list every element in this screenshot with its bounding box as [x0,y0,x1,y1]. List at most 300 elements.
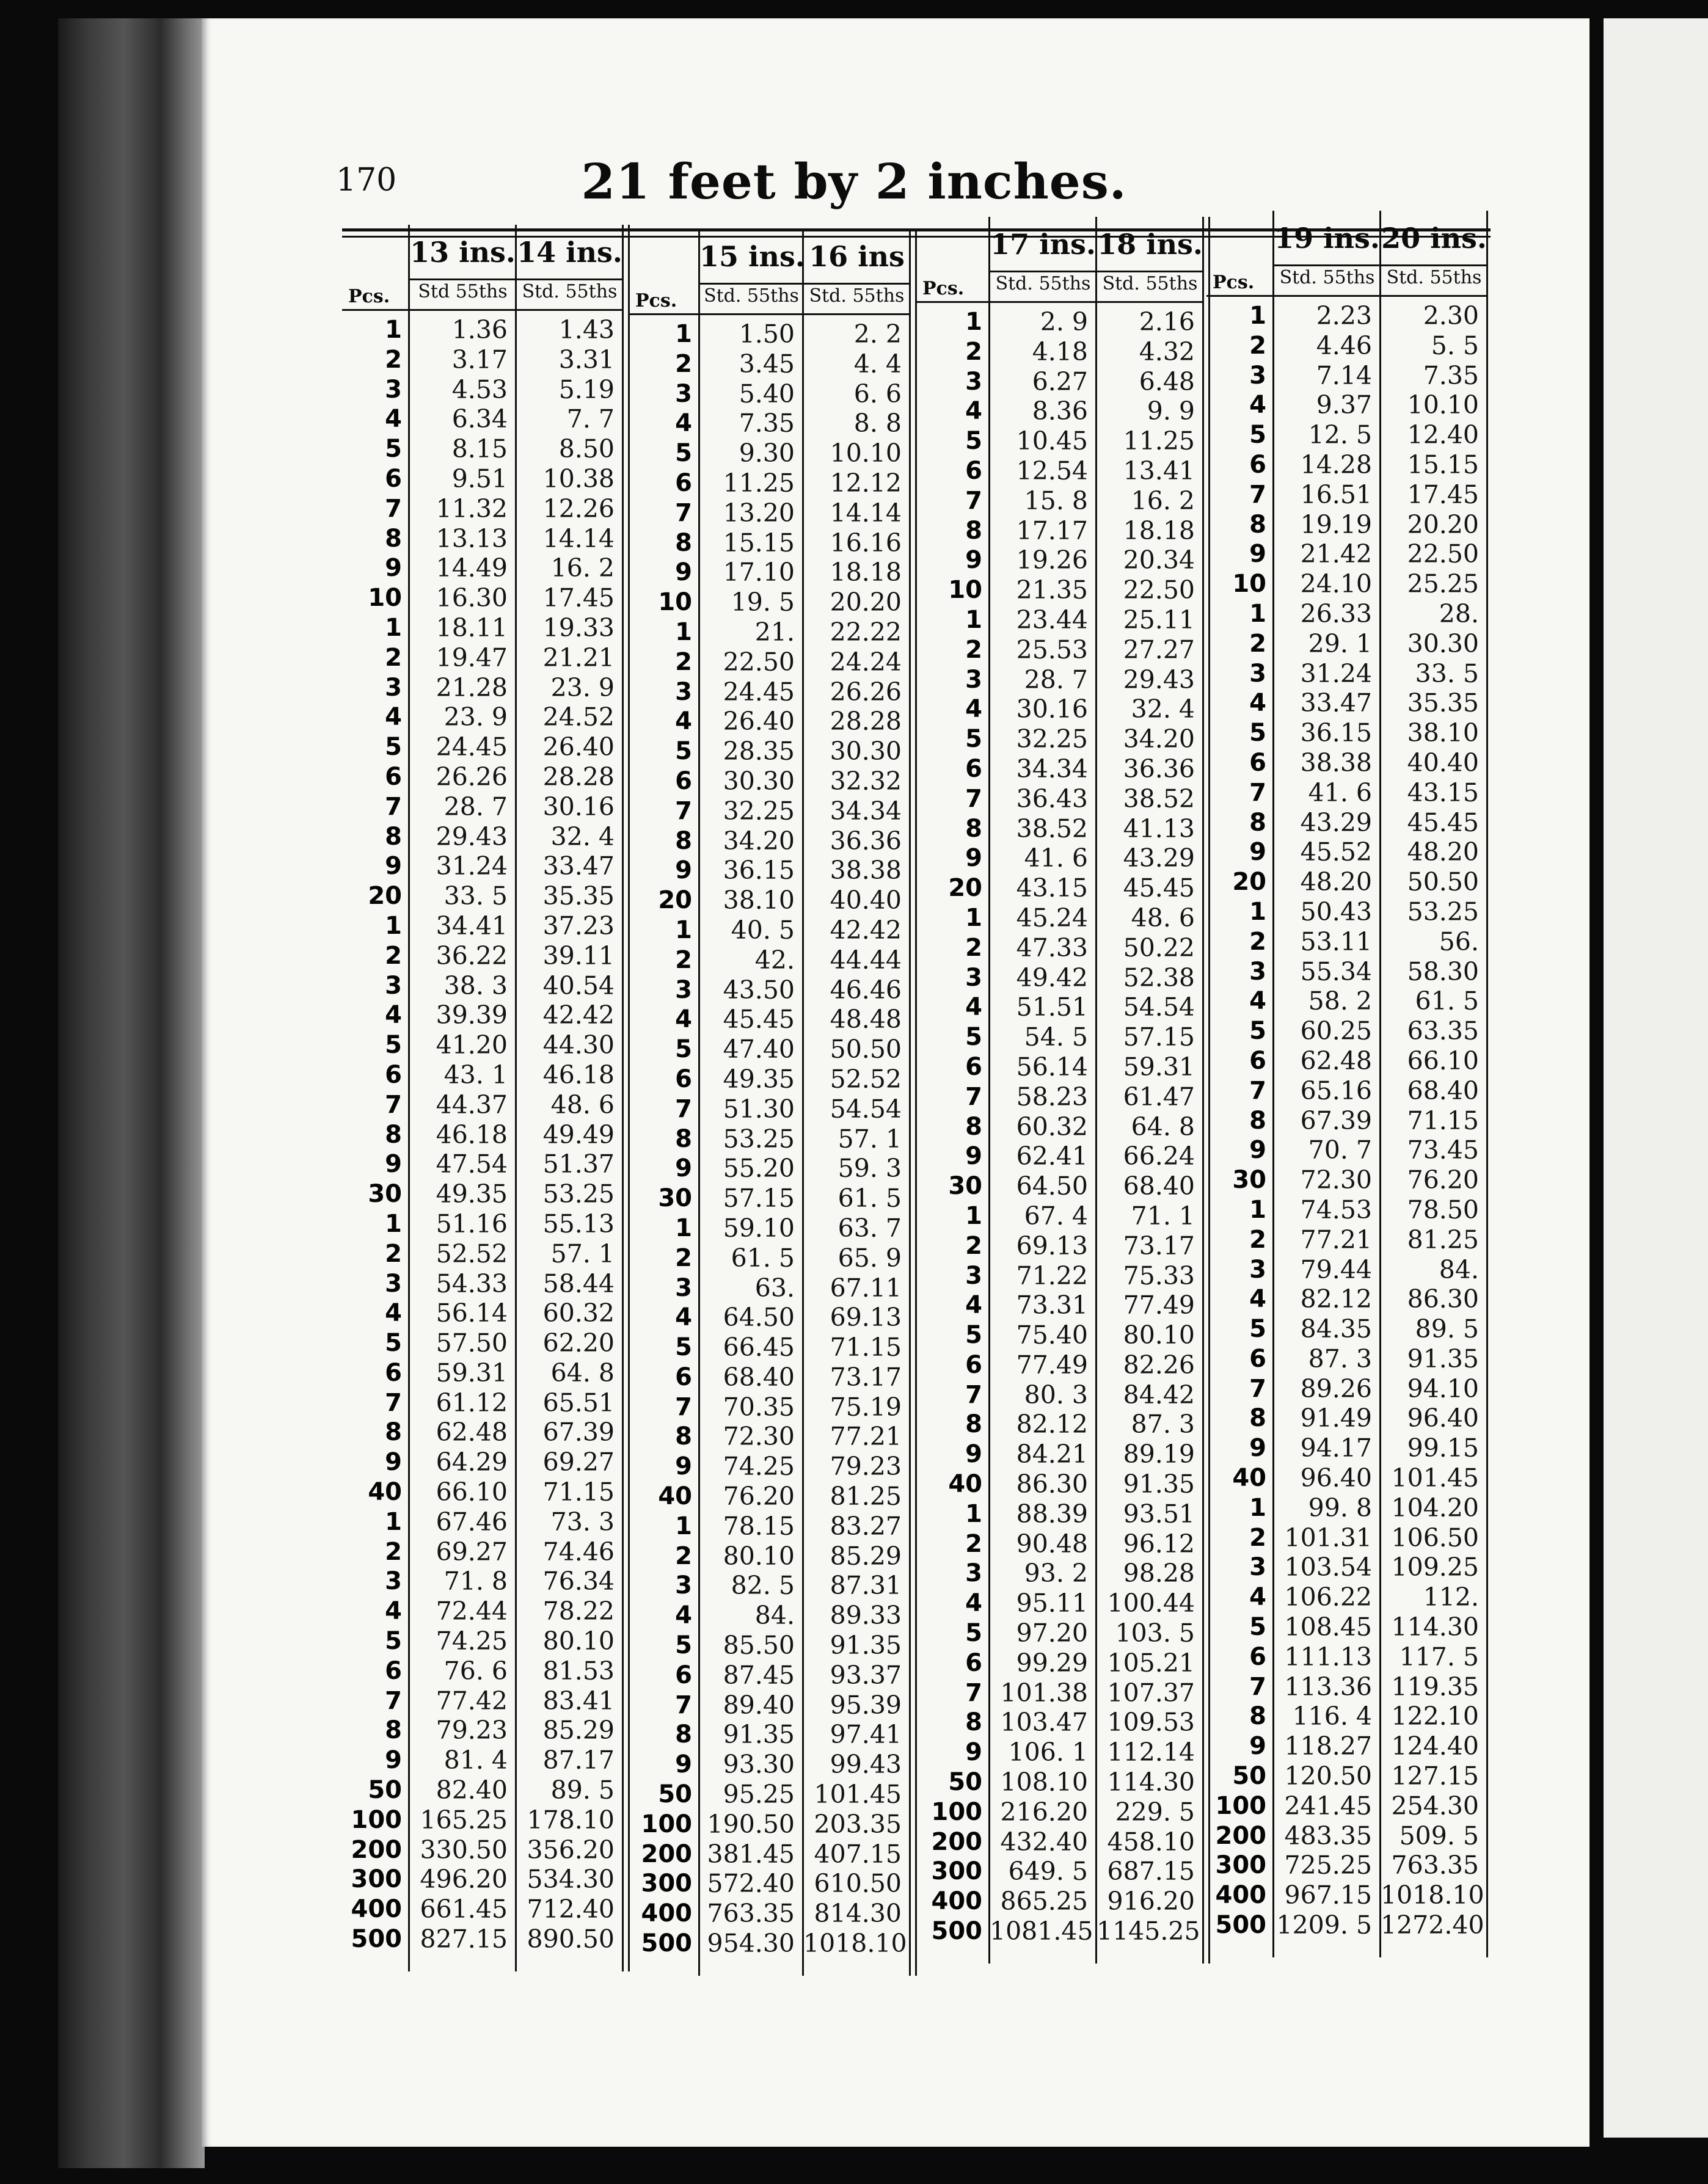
value-cell: 10.45 [1016,426,1088,456]
table-row [1206,331,1500,361]
pieces-cell: 7 [1249,778,1266,807]
value-cell: 73.17 [830,1362,902,1392]
value-cell: 119.35 [1391,1672,1479,1702]
value-cell: 57.50 [436,1328,508,1358]
table-row [342,583,635,613]
std-label: Std. [1102,273,1140,294]
value-cell: 72.30 [1300,1165,1372,1195]
value-cell: 89.26 [1300,1374,1372,1403]
value-cell: 69.27 [436,1537,508,1567]
value-cell: 51.16 [436,1209,508,1239]
pieces-cell: 1 [385,1209,402,1238]
pieces-cell: 5 [385,1031,402,1060]
pieces-cell: 8 [965,1112,982,1141]
pieces-cell: 100 [931,1797,982,1826]
value-cell: 1145.25 [1097,1916,1200,1946]
table-row [342,1120,635,1150]
pieces-cell: 6 [675,468,692,497]
value-cell: 9.51 [451,464,508,493]
pieces-cell: 1 [1249,599,1266,628]
table-block-4 [1206,211,1500,1957]
pieces-cell: 8 [1249,1106,1266,1135]
table-row [1206,837,1500,867]
value-cell: 33.47 [542,851,615,881]
table-row [916,1320,1216,1350]
table-row [1206,480,1500,510]
value-cell: 890.50 [527,1924,615,1954]
value-cell: 2. 9 [1040,307,1088,337]
pieces-cell: 300 [351,1865,402,1894]
pieces-cell: 7 [385,792,402,821]
value-cell: 4. 4 [853,349,902,379]
value-cell: 48. 6 [1131,903,1195,933]
pieces-cell: 3 [385,1269,402,1298]
table-row [629,1840,922,1869]
pieces-cell: 4 [675,1005,692,1034]
value-cell: 93.37 [830,1660,902,1690]
value-cell: 38.52 [1016,814,1088,843]
value-cell: 61.47 [1123,1082,1195,1112]
value-cell: 16.30 [436,583,508,613]
table-row [916,1738,1216,1767]
table-row [629,1065,922,1094]
table-row [1206,1374,1500,1404]
table-row [342,553,635,583]
value-cell: 1272.40 [1381,1910,1484,1940]
pieces-cell: 5 [385,435,402,464]
pieces-cell: 400 [641,1899,692,1928]
table-row [342,1626,635,1656]
value-cell: 46.18 [436,1119,508,1149]
pieces-cell: 9 [385,554,402,583]
pieces-cell: 8 [385,1120,402,1149]
table-row [629,439,922,468]
table-row [629,1094,922,1124]
value-cell: 14.14 [542,523,615,553]
value-cell: 106.22 [1284,1582,1372,1612]
value-cell: 43.29 [1123,843,1195,873]
table-row [342,1179,635,1209]
table-row [629,647,922,677]
table-row [342,762,635,792]
value-cell: 74.53 [1300,1195,1372,1225]
value-cell: 55.20 [723,1154,795,1184]
pieces-cell: 3 [965,665,982,694]
table-row [629,1512,922,1542]
pieces-cell: 30 [368,1180,402,1209]
value-cell: 610.50 [814,1869,902,1899]
table-row [342,851,635,881]
table-row [629,1929,922,1959]
value-cell: 67.46 [436,1507,508,1537]
table-rows [916,307,1216,1946]
value-cell: 16. 2 [1131,486,1195,515]
value-cell: 71.22 [1016,1261,1088,1290]
value-cell: 41.13 [1123,814,1195,843]
value-cell: 55.13 [542,1209,615,1239]
table-row [629,1243,922,1273]
pieces-cell: 6 [965,1052,982,1081]
table-row [1206,569,1500,599]
pieces-cell: 8 [675,1720,692,1749]
table-row [629,319,922,349]
table-row [916,396,1216,426]
value-cell: 120.50 [1284,1761,1372,1791]
value-cell: 24.45 [436,732,508,762]
value-cell: 8.36 [1032,396,1088,426]
table-row [342,1567,635,1596]
table-row [916,694,1216,724]
pieces-cell: 4 [675,707,692,736]
pieces-cell: 400 [931,1887,982,1916]
table-row [916,1410,1216,1440]
pieces-cell: 2 [385,1239,402,1268]
table-row [342,464,635,494]
table-row [342,1447,635,1477]
table-row [629,409,922,439]
table-row [916,575,1216,605]
table-row [1206,1672,1500,1702]
value-cell: 68.40 [1407,1076,1479,1105]
value-cell: 80.10 [723,1541,795,1571]
value-cell: 111.13 [1284,1642,1372,1672]
column-header: 14 ins. [517,236,622,269]
table-row [342,1835,635,1865]
page-title: 21 feet by 2 inches. [581,153,1127,210]
table-row [916,1261,1216,1291]
value-cell: 18.18 [1123,515,1195,545]
value-cell: 53.25 [542,1179,615,1209]
pieces-cell: 7 [1249,480,1266,509]
pieces-cell: 9 [675,558,692,587]
table-row [1206,1344,1500,1374]
pieces-cell: 7 [675,498,692,527]
pieces-cell: 5 [385,1627,402,1656]
value-cell: 28. [1439,599,1479,628]
pieces-cell: 4 [1249,689,1266,718]
table-row [1206,688,1500,718]
value-cell: 96.12 [1123,1529,1195,1559]
value-cell: 71. 8 [443,1567,508,1596]
pieces-cell: 6 [1249,748,1266,777]
value-cell: 77.49 [1123,1290,1195,1320]
value-cell: 101.31 [1284,1523,1372,1552]
table-row [916,307,1216,337]
table-row [342,1418,635,1447]
column-header: 18 ins. [1097,228,1203,261]
value-cell: 5. 5 [1431,330,1479,360]
value-cell: 15.15 [723,528,795,558]
value-cell: 93.51 [1123,1499,1195,1529]
value-cell: 51.51 [1016,992,1088,1022]
value-cell: 22.50 [1123,575,1195,605]
value-cell: 44.37 [436,1090,508,1119]
value-cell: 70. 7 [1308,1135,1372,1165]
value-cell: 1.50 [739,319,795,349]
table-row [629,1303,922,1333]
column-header: 15 ins. [699,240,805,273]
value-cell: 203.35 [814,1809,902,1839]
table-row [916,367,1216,397]
subheader-rule [916,301,1203,303]
value-cell: 1.43 [558,315,615,344]
pieces-cell: 30 [658,1184,692,1213]
table-row [916,635,1216,665]
value-cell: 114.30 [1391,1612,1479,1642]
table-row [1206,927,1500,957]
value-cell: 43.50 [723,975,795,1005]
pieces-cell: 7 [965,1678,982,1707]
value-cell: 87. 3 [1308,1344,1372,1374]
value-cell: 356.20 [527,1835,615,1865]
value-cell: 105.21 [1107,1648,1195,1678]
table-row [342,1209,635,1239]
table-row [916,724,1216,754]
value-cell: 56.14 [1016,1052,1088,1082]
fiftyfifths-label: 55ths [741,285,799,307]
table-row [342,1775,635,1805]
pieces-cell: 8 [385,1418,402,1447]
pieces-cell: 6 [385,464,402,493]
column-header: 17 ins. [990,228,1096,261]
value-cell: 91.35 [723,1720,795,1750]
pieces-cell: 8 [1249,510,1266,539]
table-row [342,1298,635,1328]
pieces-cell: 1 [675,1512,692,1540]
value-cell: 124.40 [1391,1731,1479,1761]
value-cell: 73.31 [1016,1290,1088,1320]
table-rows [629,319,922,1959]
value-cell: 687.15 [1107,1857,1195,1887]
value-cell: 9.30 [739,439,795,468]
value-cell: 58. 2 [1308,986,1372,1016]
column-subheader [1274,267,1381,288]
pieces-cell: 3 [965,1559,982,1588]
table-row [1206,1821,1500,1851]
value-cell: 45.52 [1300,837,1372,867]
value-cell: 26.26 [830,677,902,707]
value-cell: 60.32 [1016,1112,1088,1141]
value-cell: 11.25 [1123,426,1195,456]
value-cell: 43.15 [1016,873,1088,903]
value-cell: 79.44 [1300,1254,1372,1284]
pieces-cell: 4 [965,695,982,724]
pieces-cell: 7 [675,1392,692,1421]
pieces-cell: 7 [675,1094,692,1123]
value-cell: 78.15 [723,1511,795,1541]
pieces-cell: 3 [1249,1255,1266,1284]
table-row [342,1328,635,1358]
std-label: Std. [1279,267,1317,288]
value-cell: 118.27 [1284,1731,1372,1761]
pieces-cell: 6 [965,1648,982,1677]
table-row [916,1380,1216,1410]
pieces-cell: 3 [965,367,982,396]
value-cell: 44.30 [542,1030,615,1060]
value-cell: 661.45 [420,1895,508,1924]
value-cell: 76.20 [723,1482,795,1512]
value-cell: 36.43 [1016,784,1088,814]
pieces-cell: 3 [675,1273,692,1302]
value-cell: 59. 3 [838,1154,902,1184]
table-block-3 [916,217,1216,1964]
table-row [916,1469,1216,1499]
value-cell: 56. [1439,926,1479,956]
value-cell: 71.15 [830,1333,902,1363]
value-cell: 22.50 [1407,539,1479,569]
value-cell: 1209. 5 [1276,1910,1372,1940]
value-cell: 67.39 [1300,1105,1372,1135]
value-cell: 229. 5 [1115,1797,1195,1827]
pieces-cell: 9 [965,844,982,873]
pieces-cell: 9 [1249,1136,1266,1165]
pieces-cell: 7 [385,494,402,523]
pieces-cell: 2 [675,1243,692,1272]
value-cell: 50.22 [1123,933,1195,963]
table-row [629,1392,922,1422]
value-cell: 15. 8 [1024,486,1088,515]
pieces-cell: 10 [368,584,402,613]
pieces-cell: 3 [675,1571,692,1600]
table-row [1206,1046,1500,1076]
value-cell: 83.41 [542,1686,615,1716]
value-cell: 82.40 [436,1775,508,1805]
table-row [916,1887,1216,1916]
value-cell: 79.23 [830,1452,902,1482]
pieces-cell: 300 [1215,1851,1266,1880]
value-cell: 87.45 [723,1660,795,1690]
pieces-cell: 4 [1249,391,1266,420]
value-cell: 59.10 [723,1213,795,1243]
table-row [629,1810,922,1840]
value-cell: 45.45 [723,1005,795,1035]
value-cell: 47.40 [723,1035,795,1065]
value-cell: 61.12 [436,1388,508,1418]
value-cell: 82.12 [1016,1410,1088,1440]
table-row [916,665,1216,695]
table-row [342,345,635,375]
value-cell: 66.45 [723,1333,795,1363]
value-cell: 103.47 [1000,1708,1088,1738]
pieces-cell: 9 [385,1150,402,1179]
pieces-cell: 1 [675,1214,692,1242]
value-cell: 63.35 [1407,1016,1479,1046]
value-cell: 34.41 [436,911,508,941]
table-row [342,1865,635,1895]
value-cell: 104.20 [1391,1493,1479,1523]
value-cell: 954.30 [707,1929,795,1959]
value-cell: 47.33 [1016,933,1088,963]
value-cell: 71.15 [1407,1105,1479,1135]
pieces-cell: 1 [675,915,692,944]
pieces-cell: 2 [965,337,982,366]
value-cell: 82.12 [1300,1284,1372,1314]
pieces-cell: 7 [965,1380,982,1409]
value-cell: 20.20 [830,588,902,617]
table-row [629,1571,922,1601]
table-row [629,1661,922,1691]
value-cell: 1081.45 [990,1916,1093,1946]
table-row [1206,1016,1500,1046]
pieces-cell: 7 [965,486,982,515]
value-cell: 26.26 [436,762,508,792]
value-cell: 95.25 [723,1780,795,1810]
value-cell: 90.48 [1016,1529,1088,1559]
value-cell: 44.44 [830,945,902,975]
table-row [629,1363,922,1392]
value-cell: 69.13 [830,1303,902,1333]
table-row [916,873,1216,903]
pieces-cell: 10 [658,588,692,617]
value-cell: 38.10 [723,886,795,915]
pieces-cell: 2 [1249,331,1266,360]
pieces-cell: 6 [675,1363,692,1391]
value-cell: 4.53 [451,374,508,404]
value-cell: 72.30 [723,1422,795,1452]
pieces-cell: 2 [1249,927,1266,956]
value-cell: 33. 5 [443,881,508,911]
value-cell: 534.30 [527,1865,615,1895]
pieces-cell: 8 [1249,1404,1266,1433]
table-row [342,315,635,345]
value-cell: 31.24 [436,851,508,881]
table-row [629,915,922,945]
table-row [1206,629,1500,659]
table-row [342,1477,635,1507]
table-row [342,1239,635,1269]
pieces-cell: 40 [948,1470,982,1499]
value-cell: 34.34 [830,796,902,826]
table-row [629,826,922,856]
table-row [342,1507,635,1537]
value-cell: 49.35 [723,1064,795,1094]
value-cell: 33.47 [1300,688,1372,718]
pieces-cell: 5 [965,1321,982,1350]
pieces-cell: 4 [385,1299,402,1328]
value-cell: 13.13 [436,523,508,553]
value-cell: 41. 6 [1308,777,1372,807]
value-cell: 27.27 [1123,635,1195,664]
table-row [1206,1582,1500,1612]
value-cell: 19. 5 [731,588,795,617]
table-row [342,375,635,405]
value-cell: 75.19 [830,1392,902,1422]
value-cell: 14.14 [830,498,902,528]
table-row [1206,1076,1500,1106]
table-row [916,1589,1216,1618]
fiftyfifths-label: 55ths [1032,273,1091,294]
table-row [916,1022,1216,1052]
table-row [916,1201,1216,1231]
value-cell: 46.46 [830,975,902,1005]
table-row [1206,778,1500,808]
pieces-cell: 9 [1249,540,1266,569]
value-cell: 94.17 [1300,1433,1372,1463]
value-cell: 101.45 [814,1780,902,1810]
value-cell: 99.43 [830,1750,902,1780]
header-rule [699,283,910,285]
value-cell: 89. 5 [1415,1314,1479,1344]
value-cell: 96.40 [1300,1463,1372,1493]
table-row [629,1422,922,1452]
value-cell: 108.10 [1000,1767,1088,1797]
value-cell: 28. 7 [443,792,508,821]
value-cell: 20.34 [1123,545,1195,575]
fiftyfifths-label: 55ths [846,285,905,307]
table-row [916,1350,1216,1380]
table-row [916,426,1216,456]
value-cell: 64. 8 [550,1358,615,1388]
